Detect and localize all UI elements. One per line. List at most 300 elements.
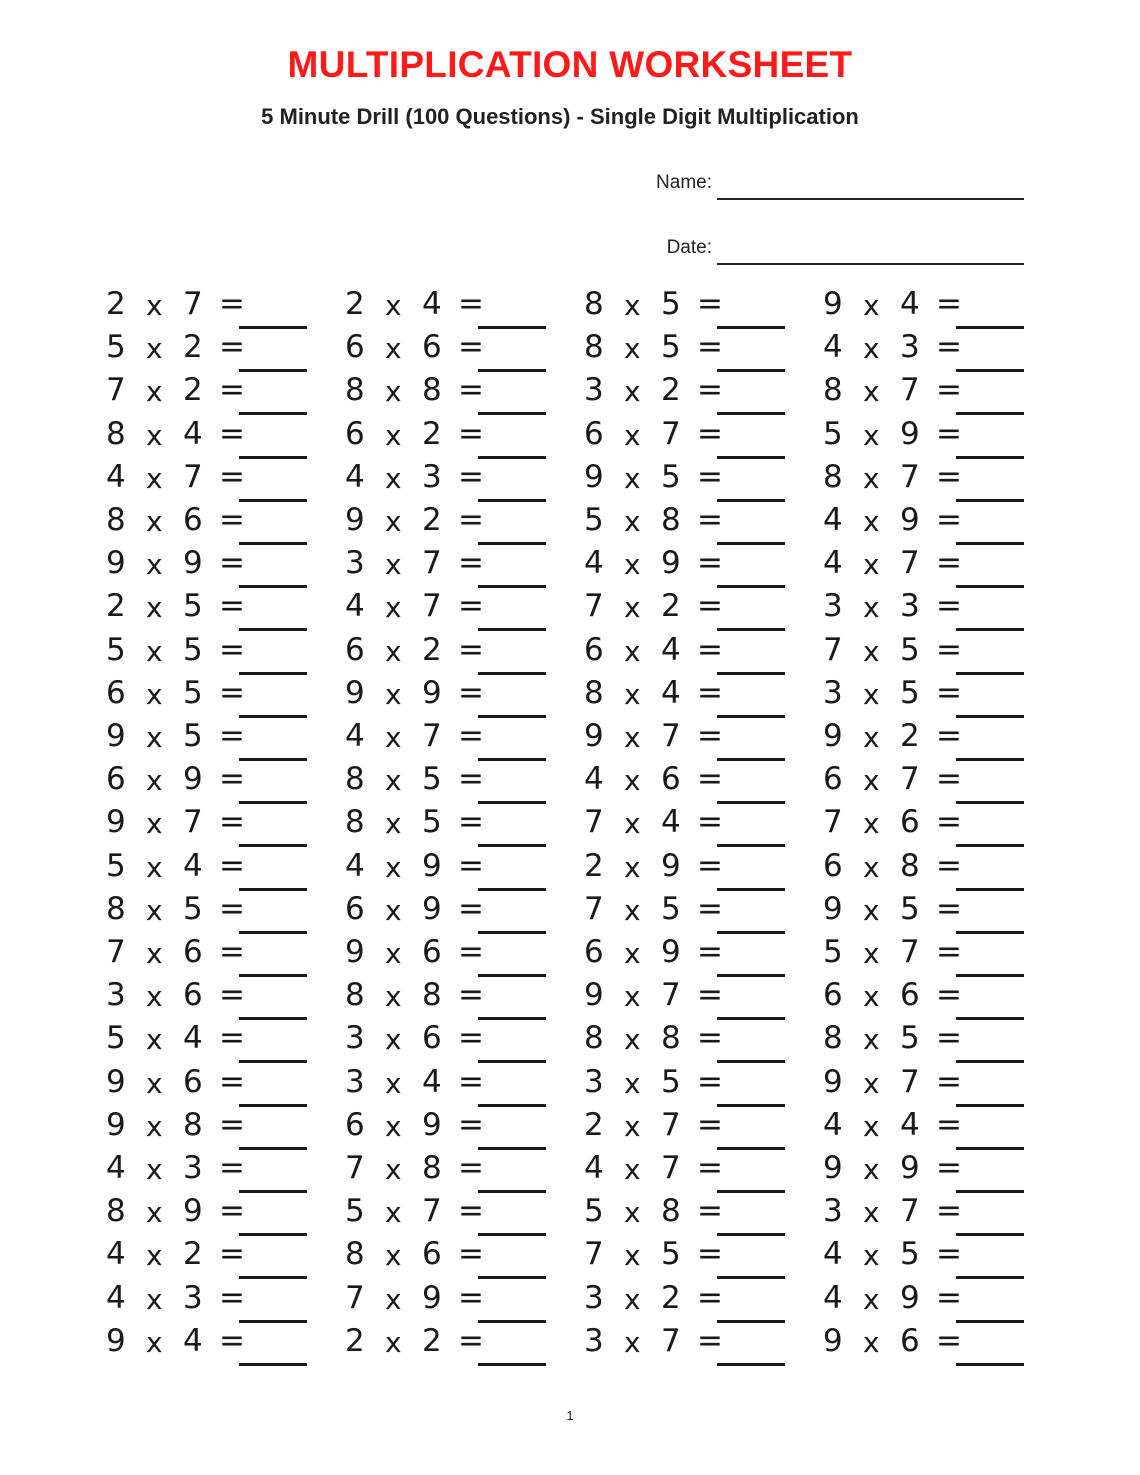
factor-a: 9 [584,458,604,495]
equals-sign: = [458,674,484,711]
problem-item [820,455,1030,498]
times-sign: x [385,1023,402,1057]
factor-b: 4 [183,1322,203,1359]
factor-b: 5 [900,674,920,711]
factor-a: 5 [106,631,126,668]
factor-b: 6 [422,1020,442,1057]
factor-a: 6 [345,329,365,366]
factor-b: 2 [183,1236,203,1273]
problem-item [581,757,791,800]
times-sign: x [146,1325,163,1359]
problem-item [103,368,313,411]
equals-sign: = [458,1236,484,1273]
factor-a: 3 [584,1063,604,1100]
factor-a: 4 [823,1106,843,1143]
times-sign: x [385,937,402,970]
factor-a: 8 [106,1193,126,1230]
factor-a: 7 [823,631,843,668]
factor-b: 5 [900,1020,920,1057]
equals-sign: = [697,977,723,1014]
equals-sign: = [458,1322,484,1359]
factor-a: 4 [106,1236,126,1273]
equals-sign: = [697,847,723,884]
equals-sign: = [219,502,245,538]
factor-a: 5 [584,1193,604,1230]
factor-a: 9 [106,1063,126,1100]
factor-b: 7 [900,545,920,582]
factor-b: 5 [661,286,681,322]
factor-b: 9 [183,545,203,582]
factor-a: 7 [584,890,604,927]
problem-item [103,584,313,627]
equals-sign: = [697,1236,723,1273]
factor-a: 9 [584,977,604,1014]
equals-sign: = [936,1279,962,1316]
problem-item [103,325,313,368]
equals-sign: = [936,286,962,322]
factor-b: 5 [661,329,681,366]
problem-item [820,1319,1030,1362]
equals-sign: = [697,286,723,322]
factor-a: 8 [106,415,126,452]
factor-b: 4 [183,1020,203,1057]
problem-item [342,973,552,1016]
problem-item [342,1146,552,1189]
factor-a: 3 [584,1279,604,1316]
factor-b: 8 [661,502,681,538]
times-sign: x [385,1282,402,1316]
factor-b: 4 [661,631,681,668]
problem-item [820,282,1030,325]
equals-sign: = [458,1193,484,1230]
factor-a: 2 [106,588,126,625]
factor-b: 3 [900,588,920,625]
times-sign: x [863,1023,880,1057]
equals-sign: = [219,1063,245,1100]
equals-sign: = [697,1193,723,1230]
times-sign: x [146,634,163,668]
times-sign: x [624,764,641,798]
factor-b: 9 [661,847,681,884]
problem-item [581,930,791,973]
equals-sign: = [458,1020,484,1057]
equals-sign: = [697,1322,723,1359]
factor-a: 4 [345,588,365,625]
times-sign: x [146,289,163,322]
equals-sign: = [219,1236,245,1273]
factor-a: 9 [106,718,126,754]
equals-sign: = [936,329,962,366]
name-field[interactable] [560,160,1024,200]
factor-a: 7 [584,804,604,841]
problem-item [581,671,791,714]
problem-item [581,628,791,671]
times-sign: x [863,1282,880,1316]
times-sign: x [624,1023,641,1057]
problem-item [342,368,552,411]
times-sign: x [146,1109,163,1143]
problem-item [342,584,552,627]
factor-a: 8 [345,977,365,1014]
factor-b: 9 [422,847,442,884]
problem-item [581,412,791,455]
factor-b: 8 [422,372,442,409]
problem-item [581,800,791,843]
equals-sign: = [458,1150,484,1186]
equals-sign: = [458,934,484,970]
times-sign: x [146,807,163,841]
equals-sign: = [936,804,962,841]
times-sign: x [624,289,641,322]
times-sign: x [385,850,402,884]
equals-sign: = [458,631,484,668]
equals-sign: = [697,458,723,495]
problem-item [581,1016,791,1059]
times-sign: x [146,332,163,366]
times-sign: x [863,1066,880,1100]
factor-a: 4 [106,458,126,495]
factor-b: 5 [661,458,681,495]
factor-b: 7 [900,458,920,495]
times-sign: x [863,548,880,582]
problem-item [103,800,313,843]
times-sign: x [863,893,880,927]
equals-sign: = [936,1193,962,1230]
factor-a: 3 [345,1020,365,1057]
factor-a: 4 [823,1279,843,1316]
factor-b: 5 [183,674,203,711]
factor-b: 7 [661,1150,681,1186]
times-sign: x [863,807,880,841]
factor-b: 9 [661,545,681,582]
problem-item [820,800,1030,843]
times-sign: x [146,375,163,409]
problem-item [103,1016,313,1059]
times-sign: x [863,980,880,1014]
factor-b: 5 [661,1063,681,1100]
factor-b: 7 [900,761,920,798]
problem-item [820,498,1030,541]
times-sign: x [385,980,402,1014]
times-sign: x [863,634,880,668]
factor-a: 5 [345,1193,365,1230]
problem-item [103,1276,313,1319]
name-line[interactable] [717,198,1024,200]
factor-a: 7 [584,1236,604,1273]
factor-b: 3 [183,1150,203,1186]
times-sign: x [385,1066,402,1100]
problem-item [820,1276,1030,1319]
equals-sign: = [219,1279,245,1316]
factor-b: 2 [422,415,442,452]
times-sign: x [146,1282,163,1316]
factor-b: 5 [422,761,442,798]
factor-b: 7 [661,415,681,452]
equals-sign: = [219,631,245,668]
problem-item [103,282,313,325]
factor-a: 8 [106,502,126,538]
times-sign: x [624,548,641,582]
problem-item [581,455,791,498]
times-sign: x [624,677,641,711]
equals-sign: = [219,415,245,452]
factor-b: 5 [900,1236,920,1273]
problem-item [342,1103,552,1146]
equals-sign: = [219,588,245,625]
problem-item [820,584,1030,627]
factor-b: 2 [422,502,442,538]
factor-b: 7 [422,1193,442,1230]
factor-a: 3 [584,1322,604,1359]
equals-sign: = [458,804,484,841]
factor-a: 8 [823,372,843,409]
equals-sign: = [936,718,962,754]
factor-b: 9 [900,1150,920,1186]
problem-item [103,628,313,671]
factor-a: 3 [345,1063,365,1100]
problem-item [103,455,313,498]
factor-a: 6 [584,415,604,452]
answer-blank[interactable] [956,1363,1024,1366]
worksheet-subtitle: 5 Minute Drill (100 Questions) - Single Digit Multiplication [261,104,859,129]
factor-a: 4 [584,761,604,798]
times-sign: x [863,505,880,538]
times-sign: x [385,764,402,798]
factor-b: 6 [900,977,920,1014]
times-sign: x [863,332,880,366]
factor-b: 3 [183,1279,203,1316]
name-label: Name: [656,172,712,193]
factor-a: 9 [345,502,365,538]
equals-sign: = [697,761,723,798]
date-line[interactable] [717,263,1024,265]
problem-item [103,844,313,887]
factor-a: 5 [106,847,126,884]
factor-b: 2 [183,372,203,409]
problem-item [342,671,552,714]
equals-sign: = [219,1020,245,1057]
equals-sign: = [936,890,962,927]
factor-b: 7 [900,372,920,409]
equals-sign: = [219,458,245,495]
factor-a: 3 [584,372,604,409]
equals-sign: = [458,545,484,582]
equals-sign: = [697,588,723,625]
answer-blank[interactable] [239,1363,307,1366]
times-sign: x [385,1109,402,1143]
factor-a: 8 [584,674,604,711]
equals-sign: = [219,977,245,1014]
times-sign: x [624,634,641,668]
factor-b: 6 [900,1322,920,1359]
factor-a: 9 [823,1063,843,1100]
problem-item [581,973,791,1016]
problem-item [581,1103,791,1146]
problem-item [342,325,552,368]
factor-a: 6 [823,761,843,798]
problem-item [581,844,791,887]
equals-sign: = [936,545,962,582]
factor-b: 6 [422,329,442,366]
problem-item [103,1146,313,1189]
factor-b: 4 [900,1106,920,1143]
problem-item [342,1232,552,1275]
problem-item [581,1319,791,1362]
equals-sign: = [458,458,484,495]
equals-sign: = [458,1063,484,1100]
factor-a: 5 [823,934,843,970]
factor-b: 2 [900,718,920,754]
problem-item [103,541,313,584]
problem-item [820,1060,1030,1103]
times-sign: x [863,1325,880,1359]
factor-a: 7 [823,804,843,841]
factor-b: 4 [422,286,442,322]
factor-b: 7 [422,545,442,582]
factor-a: 9 [584,718,604,754]
equals-sign: = [936,977,962,1014]
equals-sign: = [458,286,484,322]
equals-sign: = [936,631,962,668]
factor-a: 6 [823,847,843,884]
equals-sign: = [458,1106,484,1143]
problem-item [820,368,1030,411]
equals-sign: = [697,329,723,366]
factor-b: 5 [183,890,203,927]
factor-a: 5 [106,1020,126,1057]
factor-b: 5 [183,631,203,668]
factor-b: 5 [183,718,203,754]
problem-item [342,1016,552,1059]
factor-a: 9 [345,674,365,711]
equals-sign: = [697,415,723,452]
times-sign: x [863,677,880,711]
problem-item [820,714,1030,757]
factor-b: 9 [422,890,442,927]
problem-item [103,1319,313,1362]
factor-b: 9 [422,1106,442,1143]
answer-blank[interactable] [478,1363,546,1366]
factor-b: 9 [900,502,920,538]
factor-a: 8 [823,1020,843,1057]
problem-item [820,628,1030,671]
problem-item [342,757,552,800]
factor-a: 9 [106,804,126,841]
factor-a: 8 [345,1236,365,1273]
times-sign: x [624,1282,641,1316]
factor-b: 8 [183,1106,203,1143]
times-sign: x [385,548,402,582]
factor-b: 7 [661,1106,681,1143]
factor-a: 9 [106,1106,126,1143]
factor-a: 3 [345,545,365,582]
times-sign: x [624,591,641,625]
factor-a: 3 [106,977,126,1014]
factor-a: 9 [106,545,126,582]
equals-sign: = [936,674,962,711]
factor-b: 7 [661,1322,681,1359]
problem-item [342,887,552,930]
times-sign: x [863,937,880,970]
factor-a: 4 [823,502,843,538]
factor-a: 7 [106,934,126,970]
factor-a: 9 [823,890,843,927]
factor-a: 3 [823,674,843,711]
equals-sign: = [697,890,723,927]
problem-item [581,368,791,411]
equals-sign: = [936,1150,962,1186]
factor-a: 3 [823,588,843,625]
times-sign: x [385,289,402,322]
equals-sign: = [458,329,484,366]
equals-sign: = [219,1193,245,1230]
factor-a: 4 [584,1150,604,1186]
factor-a: 9 [823,1150,843,1186]
factor-a: 4 [823,329,843,366]
factor-b: 5 [661,1236,681,1273]
factor-b: 6 [900,804,920,841]
problem-item [820,541,1030,584]
equals-sign: = [697,804,723,841]
factor-a: 2 [345,286,365,322]
problem-item [342,1319,552,1362]
answer-blank[interactable] [717,1363,785,1366]
times-sign: x [146,418,163,452]
factor-b: 6 [422,1236,442,1273]
times-sign: x [624,850,641,884]
equals-sign: = [936,588,962,625]
equals-sign: = [936,458,962,495]
problem-item [103,412,313,455]
factor-b: 7 [183,804,203,841]
factor-b: 6 [183,1063,203,1100]
problem-item [342,1189,552,1232]
equals-sign: = [697,502,723,538]
times-sign: x [146,937,163,970]
problem-item [581,1146,791,1189]
problem-item [103,1189,313,1232]
equals-sign: = [219,329,245,366]
problem-item [342,628,552,671]
times-sign: x [624,721,641,754]
times-sign: x [385,332,402,366]
factor-a: 2 [345,1322,365,1359]
factor-b: 4 [422,1063,442,1100]
problem-item [581,1060,791,1103]
factor-a: 6 [584,934,604,970]
factor-b: 5 [183,588,203,625]
factor-b: 7 [900,1193,920,1230]
times-sign: x [385,677,402,711]
problem-item [820,930,1030,973]
factor-a: 8 [345,761,365,798]
equals-sign: = [219,934,245,970]
times-sign: x [146,764,163,798]
problem-item [581,584,791,627]
equals-sign: = [219,890,245,927]
problem-item [342,1276,552,1319]
factor-a: 7 [345,1279,365,1316]
equals-sign: = [936,1322,962,1359]
date-field[interactable] [560,225,1024,265]
problem-item [581,714,791,757]
equals-sign: = [219,545,245,582]
times-sign: x [863,850,880,884]
times-sign: x [385,721,402,754]
equals-sign: = [458,372,484,409]
factor-a: 7 [345,1150,365,1186]
factor-a: 4 [823,1236,843,1273]
